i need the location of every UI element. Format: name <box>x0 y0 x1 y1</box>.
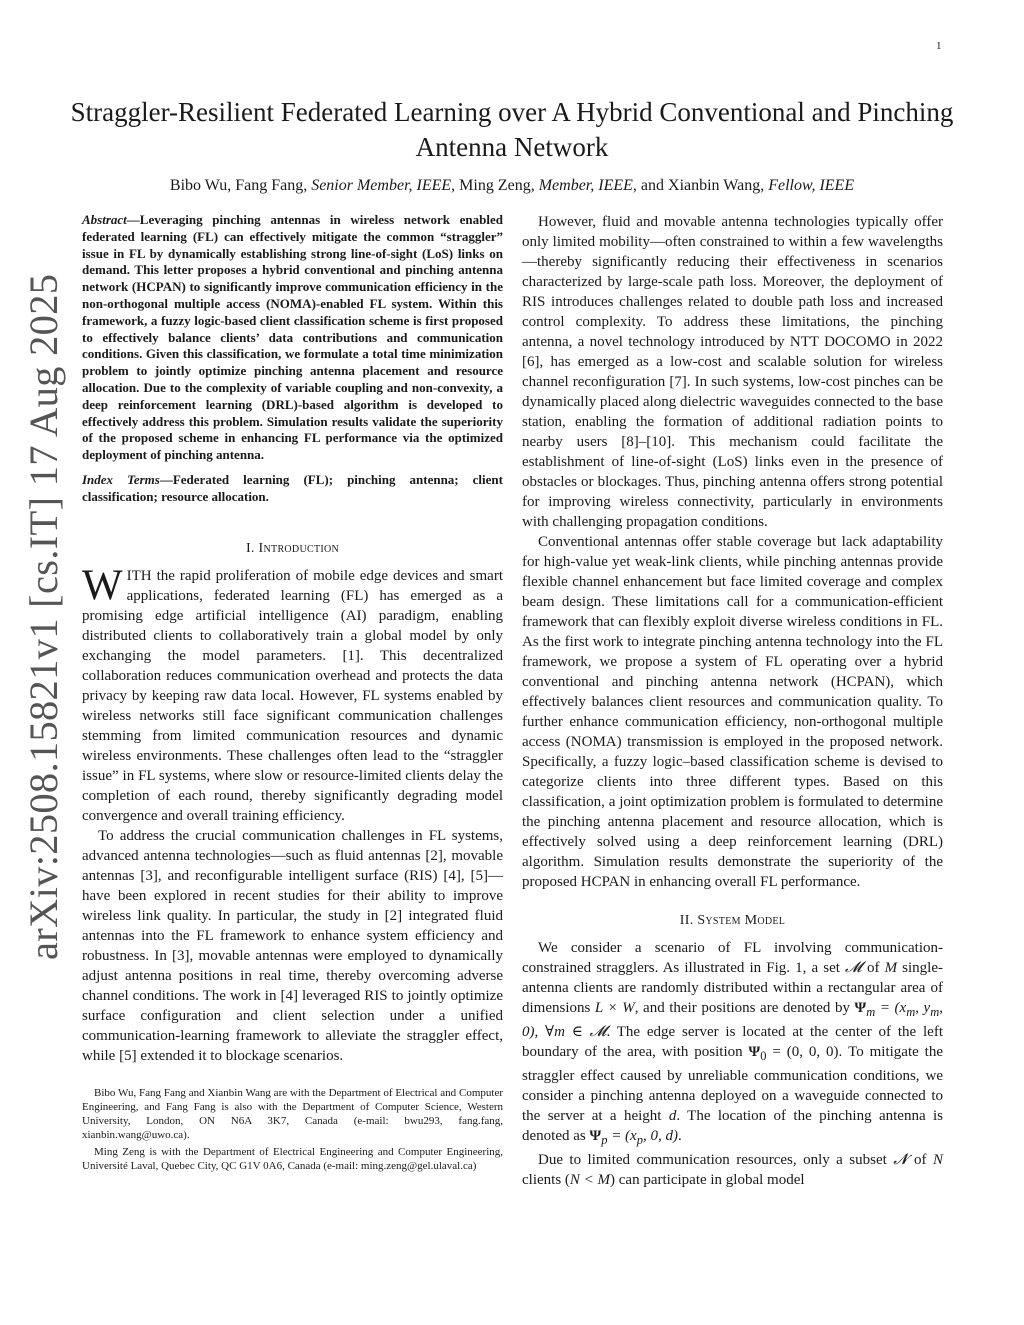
introduction-body <box>82 561 503 1066</box>
paper-title: Straggler-Resilient Federated Learning over A Hybrid Conventional and Pinching Antenna Network <box>70 97 954 162</box>
section-number: I. <box>245 540 255 556</box>
author-role-1: Senior Member, IEEE, <box>311 177 456 194</box>
footnote-affiliation-2: Ming Zeng is with the Department of Electrical Engineering and Computer Engineering, Université Laval, Quebec City, QC G1V 0A6, Canada (e-mail: ming.zeng@gel.ulaval.ca) <box>82 1145 503 1172</box>
section-number: II. <box>679 913 694 928</box>
author-role-2: Member, IEEE, <box>538 177 637 194</box>
author-line <box>60 176 964 196</box>
index-terms-text: —Federated learning (FL); pinching antenna; client classification; resource allocation. <box>82 471 503 504</box>
paragraph: Conventional antennas offer stable coverage but lack adaptability for high-value yet weak-link clients, while pinching antennas provide flexible channel enhancement but face limited coverage and complex beam design. These limitations call for a communication-efficient framework that can flexibly exploit diverse wireless conditions in FL. As the first work to integrate pinching antenna technology into the FL framework, we propose a system of FL operating over a hybrid conventional and pinching antenna network (HCPAN), which effectively balances client resources and communication quality. To further enhance communication efficiency, non-orthogonal multiple access (NOMA) transmission is employed in the proposed network. Specifically, a fuzzy logic–based classification scheme is devised to categorize clients into three different types. Based on this classification, a joint optimization problem is formulated to determine the pinching antenna placement and resource allocation, which is effectively solved using a deep reinforcement learning (DRL) algorithm. Simulation results demonstrate the superiority of the proposed HCPAN in enhancing overall FL performance. <box>522 534 943 890</box>
math-inline: L × W <box>594 1000 635 1016</box>
math-inline: N <box>932 1152 943 1168</box>
author-role-3: Fellow, IEEE <box>768 177 855 194</box>
author-names-3: and Xianbin Wang, <box>640 177 765 194</box>
math-inline: 𝓝 <box>893 1152 908 1168</box>
footnote-affiliation-1: Bibo Wu, Fang Fang and Xianbin Wang are with the Department of Electrical and Computer Engineering, and Fang Fang is also with the Department of Computer Science, Western University, London, ON N6A 3K7, Canada (e-mail: bwu293, fang.fang, xianbin.wang@uwo.ca). <box>82 1086 503 1141</box>
section-heading-introduction <box>82 540 503 558</box>
math-inline: d <box>668 1108 677 1124</box>
page-number: 1 <box>936 40 942 52</box>
math-inline: M <box>884 960 898 976</box>
author-names-1: Bibo Wu, Fang Fang, <box>169 177 308 194</box>
paragraph: To address the crucial communication challenges in FL systems, advanced antenna technologies—such as fluid antennas [2], movable antennas [3], and reconfigurable intelligent surface (RIS) [4], [5]—have been explored in recent studies for their ability to improve wireless link quality. In particular, the study in [2] integrated fluid antennas into the FL framework to enhance system efficiency and robustness. In [3], movable antennas were employed to dynamically adjust antenna positions in real time, thereby overcoming adverse channel conditions. The work in [4] leveraged RIS to jointly optimize surface configuration and client selection under a unified communication-learning framework to alleviate the straggler effect, while [5] extended it to blockage scenarios. <box>82 827 503 1064</box>
paragraph: However, fluid and movable antenna technologies typically offer only limited mobility—often constrained to within a few wavelengths—thereby significantly reducing their effectiveness in scenarios characterized by large-scale path loss. Moreover, the deployment of RIS introduces challenges related to double path loss and increased control complexity. To address these limitations, the pinching antenna, a novel technology introduced by NTT DOCOMO in 2022 [6], has emerged as a low-cost and scalable solution for wireless channel reconfiguration [7]. In such systems, low-cost pinches can be dynamically placed along dielectric waveguides connected to the base station, enabling the formation of additional radiation points to nearby users [8]–[10]. This mechanism could facilitate the establishment of line-of-sight (LoS) links even in the presence of obstacles or blockages. Thus, pinching antenna offers strong potential for improving wireless connectivity, particularly in environments with challenging propagation conditions. <box>522 214 943 530</box>
left-column <box>82 212 503 1173</box>
section-title: System Model <box>697 913 786 928</box>
math-inline: 𝓜 <box>845 960 862 976</box>
math-inline: Ψ <box>748 1044 761 1060</box>
right-column <box>522 212 943 1190</box>
paragraph: Due to limited communication resources, only a subset 𝓝 of N clients (N < M) can participate in global model <box>522 1152 943 1188</box>
abstract <box>82 212 503 464</box>
drop-cap: W <box>82 561 123 609</box>
math-inline: N < M <box>569 1172 611 1188</box>
section-title: Introduction <box>258 540 340 556</box>
arxiv-identifier: arXiv:2508.15821v1 [cs.IT] 17 Aug 2025 <box>21 273 66 960</box>
math-inline: = (x <box>875 1000 907 1016</box>
system-model-body <box>522 938 943 1190</box>
author-names-2: Ming Zeng, <box>459 177 535 194</box>
paragraph: We consider a scenario of FL involving communication-constrained stragglers. As illustrated in Fig. 1, a set 𝓜 of M single-antenna clients are randomly distributed within a rectangular area of dimensions L × W, and their positions are denoted by $\Psi_m = (x_m$, $y_m$, 0), ∀m ∈ 𝓜. The edge server is located at the center of the left boundary of the area, with position $\Psi_0 = (0$, 0, 0). To mitigate the straggler effect caused by unreliable communication conditions, we consider a pinching antenna deployed on a waveguide connected to the server at a height d. The location of the pinching antenna is denoted as $\Psi_p = (x_p$, 0, d). <box>522 940 944 1147</box>
introduction-body-continued <box>522 212 943 892</box>
section-heading-system-model <box>522 912 943 930</box>
math-inline: = (x <box>607 1128 637 1144</box>
index-terms <box>82 472 503 506</box>
index-terms-label: Index Terms <box>82 471 160 487</box>
paragraph: WITH the rapid proliferation of mobile edge devices and smart applications, federated learning (FL) has emerged as a promising edge artificial intelligence (AI) paradigm, enabling distributed clients to collaboratively train a global model by only exchanging the model parameters. [1]. This decentralized collaboration reduces communication overhead and protects the data privacy by keeping raw data local. However, FL systems enabled by wireless networks still face significant communication challenges stemming from limited communication resources and dynamic wireless environments. These challenges often lead to the “straggler issue” in FL systems, where slow or resource-limited clients delay the completion of each round, thereby significantly degrading model convergence and overall training efficiency. <box>82 561 503 824</box>
math-inline: Ψ <box>589 1128 602 1144</box>
abstract-label: Abstract <box>82 212 127 227</box>
footnotes <box>82 1086 503 1173</box>
abstract-text: —Leveraging pinching antennas in wireless network enabled federated learning (FL) can effectively mitigate the common “straggler” issue in FL by dynamically establishing strong line-of-sight (LoS) links on demand. This letter proposes a hybrid conventional and pinching antenna network (HCPAN) to significantly improve communication efficiency in the non-orthogonal multiple access (NOMA)-enabled FL system. Within this framework, a fuzzy logic-based client classification scheme is first proposed to effectively balance clients’ data contributions and communication conditions. Given this classification, we formulate a total time minimization problem to jointly optimize pinching antenna placement and resource allocation. Due to the complexity of variable coupling and non-convexity, a deep reinforcement learning (DRL)-based algorithm is developed to effectively address this problem. Simulation results validate the superiority of the proposed scheme in enhancing FL performance via the optimized deployment of pinching antenna. <box>82 212 503 463</box>
math-inline: Ψ <box>854 1000 867 1016</box>
